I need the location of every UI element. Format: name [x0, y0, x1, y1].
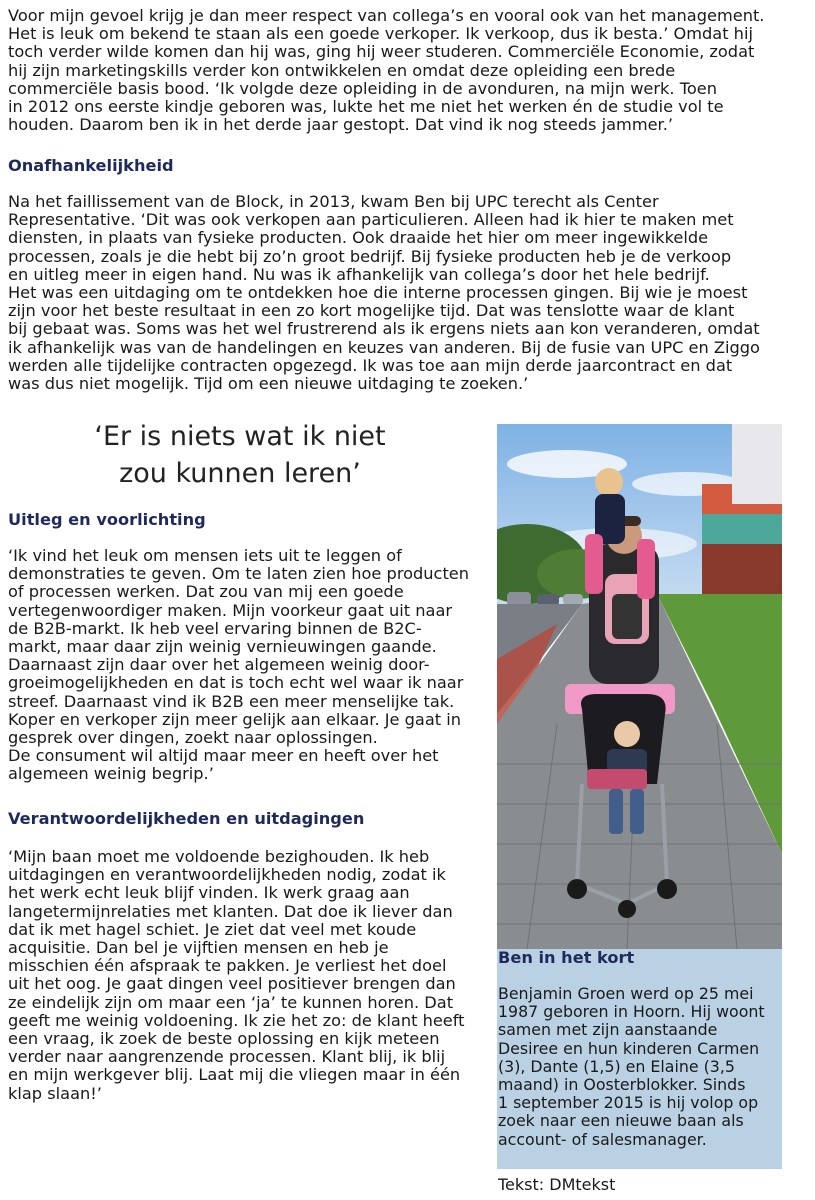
heading-uitleg-en-voorlichting: Uitleg en voorlichting	[8, 510, 206, 529]
section2-paragraph: ‘Ik vind het leuk om mensen iets uit te leggen of demonstraties te geven. Om te laten zien hoe producten of processen werken. Dat zou van mij een goede vertegenwoordiger maken. Mijn voorkeur gaat uit naar de B2B-markt. Ik heb veel ervaring binnen de B2C- markt, maar daar zijn weinig vernieuwingen gaande. Daarnaast zijn daar over het algemeen weinig door- groeimogelijkheden en dat is toch echt wel waar ik naar streef. Daarnaast vind ik B2B een meer menselijke tak. Koper en verkoper zijn meer gelijk aan elkaar. Je gaat in gesprek over dingen, zoekt naar oplossingen. De consument wil altijd maar meer en heeft over het algemeen weinig begrip.’	[8, 546, 470, 784]
sidebar-heading: Ben in het kort	[498, 948, 635, 967]
intro-paragraph: Voor mijn gevoel krijg je dan meer respect van collega’s en vooral ook van het management. Het is leuk om bekend te staan als een goede verkoper. Ik verkoop, dus ik besta.’ Omdat hij toch verder wilde komen dan hij was, ging hij weer studeren. Commerciële Economie, zodat hij zijn marketingskills verder kon ontwikkelen en omdat deze opleiding een brede commerciële basis bood. ‘Ik volgde deze opleiding in de avonduren, na mijn werk. Toen in 2012 ons eerste kindje geboren was, lukte het me niet het werken én de studie vol te houden. Daarom ben ik in het derde jaar gestopt. Dat vind ik nog steeds jammer.’	[8, 6, 765, 135]
family-photo	[497, 424, 782, 949]
pull-quote: ‘Er is niets wat ik niet zou kunnen leren’	[94, 421, 386, 489]
section3-paragraph: ‘Mijn baan moet me voldoende bezighouden. Ik heb uitdagingen en verantwoordelijkheden nodig, zodat ik het werk echt leuk blijf vinden. Ik werk graag aan langetermijnrelaties met klanten. Dat doe ik liever dan dat ik met hagel schiet. Je ziet dat veel met koude acquisitie. Dan bel je vijftien mensen en heb je misschien één afspraak te pakken. Je verliest het doel uit het oog. Je gaat dingen veel positiever brengen dan ze eindelijk zijn om maar een ‘ja’ te kunnen horen. Dat geeft me weinig voldoening. Ik zie het zo: de klant heeft een vraag, ik zoek de beste oplossing en kijk meteen verder naar aangrenzende processen. Klant blij, ik blij en mijn werkgever blij. Laat mij die vliegen maar in één klap slaan!’	[8, 847, 465, 1103]
heading-onafhankelijkheid: Onafhankelijkheid	[8, 156, 174, 175]
heading-verantwoordelijkheden: Verantwoordelijkheden en uitdagingen	[8, 809, 365, 828]
section1-paragraph: Na het faillissement van de Block, in 2013, kwam Ben bij UPC terecht als Center Representative. ‘Dit was ook verkopen aan particulieren. Alleen had ik hier te maken met diensten, in plaats van fysieke producten. Ook draaide het hier om meer ingewikkelde processen, zoals je die hebt bij zo’n groot bedrijf. Bij fysieke producten heb je de verkoop en uitleg meer in eigen hand. Nu was ik afhankelijk van collega’s door het hele bedrijf. Het was een uitdaging om te ontdekken hoe die interne processen gingen. Bij wie je moest zijn voor het beste resultaat in een zo kort mogelijke tijd. Dat was tenslotte waar de klant bij gebaat was. Soms was het wel frustrerend als ik ergens niets aan kon veranderen, omdat ik afhankelijk was van de handelingen en keuzes van anderen. Bij de fusie van UPC en Ziggo werden alle tijdelijke contracten opgezegd. Ik was toe aan mijn derde jaarcontract en dat was dus niet mogelijk. Tijd om een nieuwe uitdaging te zoeken.’	[8, 192, 760, 394]
profile-box	[497, 949, 782, 1169]
author-credit: Tekst: DMtekst	[498, 1175, 616, 1194]
sidebar-paragraph: Benjamin Groen werd op 25 mei 1987 geboren in Hoorn. Hij woont samen met zijn aanstaande Desiree en hun kinderen Carmen (3), Dante (1,5) en Elaine (3,5 maand) in Oosterblokker. Sinds 1 september 2015 is hij volop op zoek naar een nieuwe baan als account- of salesmanager.	[498, 984, 765, 1149]
